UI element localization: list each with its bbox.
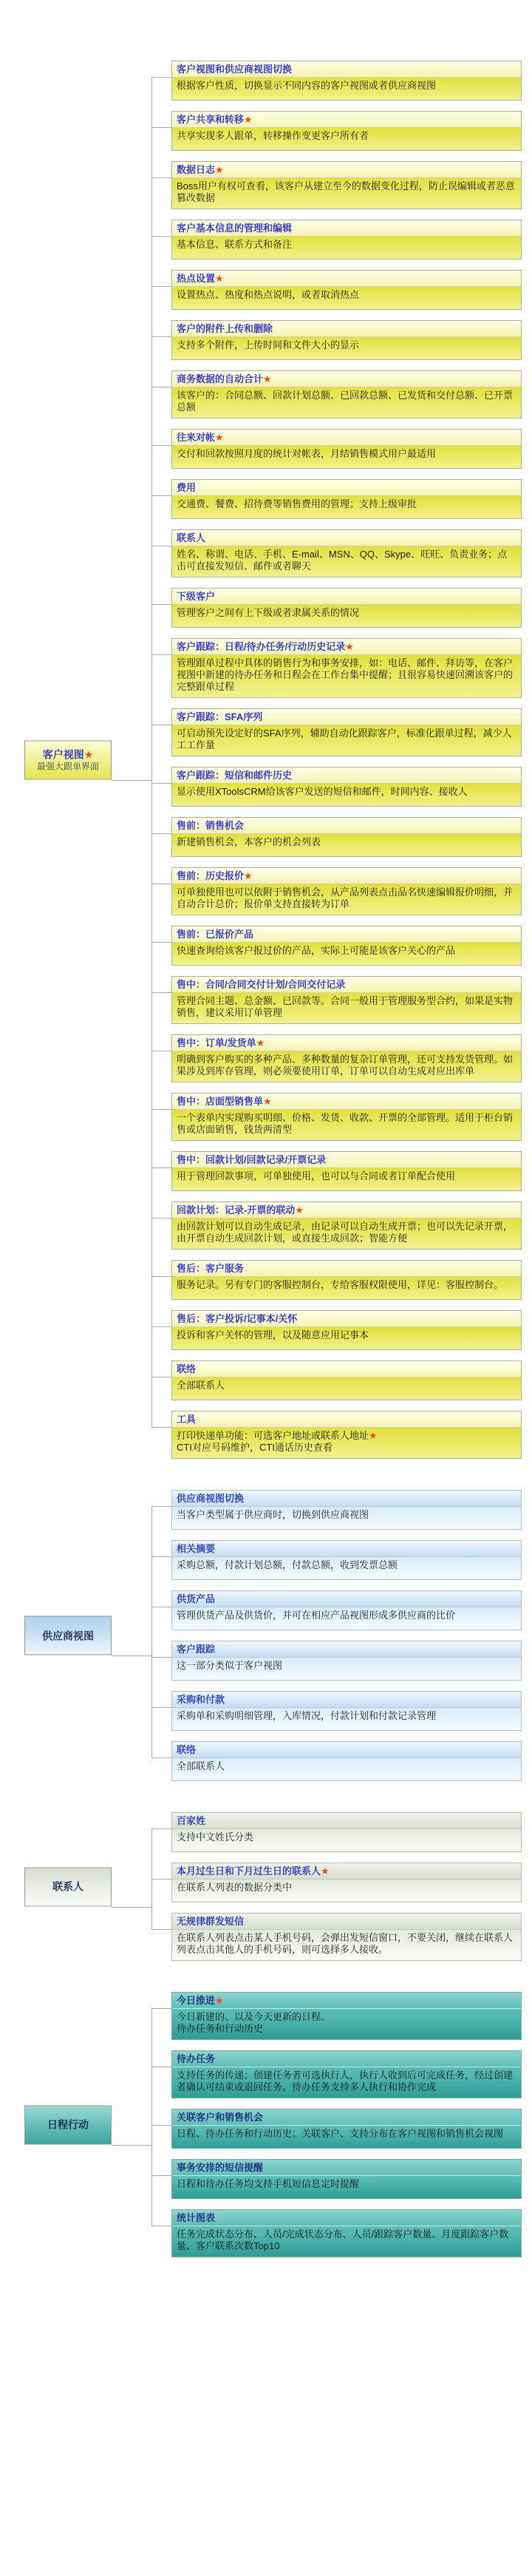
connector-stub	[151, 236, 171, 237]
feature-description	[172, 993, 521, 1023]
connector-stub	[151, 1556, 171, 1557]
star-icon: ★	[215, 432, 224, 443]
feature-box	[171, 429, 522, 469]
feature-description	[172, 2226, 521, 2257]
feature-description	[172, 1930, 521, 1960]
feature-description	[172, 1218, 521, 1249]
connector-stub	[151, 286, 171, 287]
connector-stub	[151, 1828, 171, 1829]
branch-title: 日程行动	[47, 2118, 89, 2131]
connector-stub	[151, 1427, 171, 1428]
feature-title: 客户跟踪：SFA序列	[172, 709, 521, 725]
connector-branch	[112, 1655, 151, 1656]
feature-description-line: 明确到客户购买的多种产品、多种数量的复杂订单管理，还可支持发货管理。如果涉及到库存管理，则必须要使用订单，订单可以自动生成对应出库单	[177, 1054, 514, 1077]
branch-subtitle: 最强大跟单界面	[36, 761, 99, 771]
feature-description-line: 快速查询给该客户报过价的产品，实际上可能是该客户关心的产品	[177, 945, 456, 956]
feature-description-line: 可单独使用也可以依附于销售机会，从产品列表点击品名快速编辑报价明细，并自动合计总价；报价单支持直接转为订单	[177, 887, 514, 909]
feature-box	[171, 1360, 522, 1400]
feature-description-line: 交付和回款按照月度的统计对帐表，月结销售模式用户最适用	[177, 448, 437, 459]
star-icon: ★	[369, 1430, 378, 1441]
section-supplier-view	[0, 1490, 532, 1781]
feature-title: 统计图表	[172, 2210, 521, 2226]
feature-description	[172, 605, 521, 627]
connector-stub	[151, 942, 171, 943]
feature-box	[171, 588, 522, 628]
star-icon: ★	[321, 1865, 330, 1877]
feature-description-line: 管理跟单过程中具体的销售行为和事务安排，如：电话、邮件、拜访等，在客户视图中新建的待办任务和日程会在工作台集中提醒；且很容易快速回溯该客户的完整跟单过程	[177, 657, 514, 692]
feature-box	[171, 1034, 522, 1082]
feature-description	[172, 128, 521, 150]
branch-node-customer-view	[24, 740, 112, 779]
star-icon: ★	[83, 748, 94, 760]
connector-stub	[151, 127, 171, 128]
connector-stub	[151, 445, 171, 446]
branch-node-contacts	[24, 1867, 112, 1906]
feature-description-line: 任务完成状态分布、人员/完成状态分布、人员/跟踪客户数量、月度跟踪客户数量、客户联系次数Top10	[177, 2228, 509, 2251]
feature-description-line: 交通费、餐费、招待费等销售费用的管理；支持上级审批	[177, 498, 417, 509]
feature-title: 热点设置★	[172, 271, 521, 287]
star-icon: ★	[263, 1096, 272, 1107]
feature-title: 售中：回款计划/回款记录/开票记录	[172, 1152, 521, 1168]
feature-box	[171, 1093, 522, 1141]
connector-stub	[151, 1167, 171, 1168]
feature-description	[172, 237, 521, 259]
star-icon: ★	[215, 1995, 224, 2006]
feature-description	[172, 387, 521, 418]
feature-description-line: 日程和待办任务均支持手机短信息定时提醒	[177, 2178, 360, 2189]
feature-title: 回款计划：记录-开票的联动★	[172, 1202, 521, 1218]
feature-description-line: 共享实现多人跟单，转移操作变更客户所有者	[177, 130, 369, 141]
feature-box	[171, 2159, 522, 2199]
feature-title: 客户跟踪	[172, 1641, 521, 1658]
feature-title: 数据日志★	[172, 162, 521, 178]
feature-description	[172, 1880, 521, 1902]
feature-box	[171, 370, 522, 418]
connector-trunk	[151, 1828, 152, 1929]
feature-title: 百家姓	[172, 1813, 521, 1829]
connector-branch	[112, 780, 151, 781]
feature-box	[171, 867, 522, 915]
feature-box	[171, 1411, 522, 1459]
feature-box	[171, 2050, 522, 2098]
feature-description-line: 由回款计划可以自动生成记录，由记录可以自动生成开票；也可以先记录开票，由开票自动生成回款计划，或直接生成回款；智能方便	[177, 1221, 514, 1244]
branch-title: 联系人	[52, 1880, 83, 1893]
feature-box	[171, 1913, 522, 1961]
feature-description	[172, 884, 521, 915]
feature-box	[171, 926, 522, 966]
feature-box	[171, 817, 522, 857]
branch-title: 供应商视图	[42, 1630, 94, 1641]
feature-title: 售后：客户服务	[172, 1261, 521, 1277]
feature-title: 客户跟踪：短信和邮件历史	[172, 767, 521, 784]
feature-description	[172, 78, 521, 100]
feature-box	[171, 61, 522, 101]
feature-description	[172, 1168, 521, 1190]
feature-description-line: 待办任务和行动历史	[177, 2023, 264, 2034]
connector-branch	[112, 2145, 151, 2146]
feature-title: 售前：历史报价★	[172, 868, 521, 884]
feature-list	[171, 61, 522, 1459]
feature-description	[172, 496, 521, 518]
feature-title: 售前：已报价产品	[172, 926, 521, 943]
feature-description-line: 支持中文姓氏分类	[177, 1831, 254, 1843]
feature-description-line: 当客户类型属于供应商时，切换到供应商视图	[177, 1509, 369, 1520]
feature-description	[172, 1758, 521, 1780]
connector-stub	[151, 2125, 171, 2126]
feature-description	[172, 1607, 521, 1630]
feature-title: 本月过生日和下月过生日的联系人★	[172, 1863, 521, 1880]
feature-title: 联系人	[172, 530, 521, 546]
feature-title: 售中：店面型销售单★	[172, 1094, 521, 1110]
feature-description	[172, 1377, 521, 1400]
feature-description-line: CTI对应号码维护，CTI通话历史查看	[177, 1442, 332, 1453]
branch-title: 客户视图★	[42, 748, 94, 760]
feature-box	[171, 1151, 522, 1191]
feature-description-line: 一个表单内实现购买明细、价格、发货、收款、开票的全部管理。适用于柜台销售或店面销售，钱货两清型	[177, 1112, 514, 1135]
feature-title: 事务安排的短信提醒	[172, 2160, 521, 2176]
connector-stub	[151, 1707, 171, 1708]
feature-description	[172, 546, 521, 577]
feature-title: 采购和付款	[172, 1692, 521, 1708]
feature-title: 关联客户和销售机会	[172, 2109, 521, 2126]
feature-title: 相关摘要	[172, 1541, 521, 1557]
connector-stub	[151, 77, 171, 78]
feature-box	[171, 1540, 522, 1580]
feature-description	[172, 1327, 521, 1349]
feature-box	[171, 320, 522, 360]
feature-box	[171, 161, 522, 209]
feature-title: 联络	[172, 1742, 521, 1758]
feature-list	[171, 1812, 522, 1961]
feature-description	[172, 655, 521, 697]
connector-stub	[151, 833, 171, 834]
feature-title: 售后：客户投诉/记事本/关怀	[172, 1311, 521, 1327]
feature-description-line: 全部联系人	[177, 1380, 225, 1391]
feature-list	[171, 1992, 522, 2257]
feature-box	[171, 767, 522, 807]
feature-title: 无规律群发短信	[172, 1914, 521, 1930]
feature-box	[171, 1812, 522, 1852]
feature-box	[171, 1260, 522, 1300]
feature-description	[172, 1051, 521, 1082]
feature-description-line: 在联系人列表点击某人手机号码，会弹出发短信窗口，不要关闭，继续在联系人列表点击其他人的手机号码，则可选择多人接收。	[177, 1932, 514, 1955]
feature-box	[171, 220, 522, 260]
feature-description-line: 服务记录。另有专门的客服控制台，专给客服权限使用，详见：客服控制台。	[177, 1279, 504, 1290]
feature-description-line: 日程、待办任务和行动历史；关联客户、支持分布在客户视图和销售机会视图	[177, 2128, 504, 2139]
feature-description	[172, 834, 521, 856]
feature-box	[171, 2109, 522, 2149]
feature-description-line: 该客户的：合同总额、回款计划总额、已回款总额、已发货和交付总额、已开票总额	[177, 390, 514, 413]
feature-description-line: 打印快递单功能：可选客户地址或联系人地址★	[177, 1430, 378, 1441]
feature-description-line: 管理供货产品及供货价，并可在相应产品视图形成多供应商的比价	[177, 1610, 456, 1621]
feature-title: 客户视图和供应商视图切换	[172, 61, 521, 78]
feature-box	[171, 976, 522, 1024]
feature-box	[171, 708, 522, 756]
feature-description-line: 支持任务的传递；创建任务者可选执行人，执行人收到后可完成任务，经过创建者确认可结束或退回任务。待办任务支持多人执行和协作完成	[177, 2070, 514, 2092]
feature-box	[171, 1490, 522, 1530]
feature-description	[172, 337, 521, 359]
feature-box	[171, 1741, 522, 1781]
star-icon: ★	[345, 641, 354, 652]
feature-description-line: 采购总额，付款计划总额，付款总额，收到发票总额	[177, 1559, 398, 1570]
feature-description-line: 新建销售机会，本客户的机会列表	[177, 836, 321, 847]
feature-title: 供应商视图切换	[172, 1491, 521, 1507]
feature-title: 售中：合同/合同交付计划/合同交付记录	[172, 977, 521, 993]
connector-stub	[151, 177, 171, 178]
feature-description-line: 显示使用XToolsCRM给该客户发送的短信和邮件，时间内容、接收人	[177, 786, 468, 797]
feature-description-line: 采购单和采购明细管理，入库情况，付款计划和付款记录管理	[177, 1710, 437, 1721]
connector-stub	[151, 604, 171, 605]
feature-title: 供货产品	[172, 1591, 521, 1607]
feature-title: 售中：订单/发货单★	[172, 1035, 521, 1051]
feature-description	[172, 2126, 521, 2148]
star-icon: ★	[256, 1037, 265, 1048]
feature-title: 客户跟踪：日程/待办任务/行动历史记录★	[172, 639, 521, 655]
feature-title: 工具	[172, 1411, 521, 1428]
feature-description-line: 支持多个附件，上传时间和文件大小的显示	[177, 339, 360, 350]
feature-title: 客户的附件上传和删除	[172, 321, 521, 337]
section-schedule-actions	[0, 1992, 532, 2257]
feature-description	[172, 1829, 521, 1851]
feature-description	[172, 725, 521, 756]
feature-description-line: 管理客户之间有上下级或者隶属关系的情况	[177, 607, 360, 618]
star-icon: ★	[244, 114, 253, 125]
connector-stub	[151, 1657, 171, 1658]
feature-description	[172, 446, 521, 468]
connector-stub	[151, 1506, 171, 1507]
feature-description	[172, 1658, 521, 1680]
connector-stub	[151, 2175, 171, 2176]
feature-box	[171, 638, 522, 698]
feature-box	[171, 1862, 522, 1902]
feature-description	[172, 2009, 521, 2039]
connector-stub	[151, 2008, 171, 2009]
star-icon: ★	[215, 273, 224, 284]
feature-description	[172, 784, 521, 806]
feature-description-line: 全部联系人	[177, 1760, 225, 1772]
connector-stub	[151, 1109, 171, 1110]
feature-box	[171, 111, 522, 151]
connector-stub	[151, 336, 171, 337]
star-icon: ★	[295, 1204, 304, 1216]
feature-box	[171, 479, 522, 519]
connector-branch	[112, 1907, 151, 1908]
feature-description-line: Boss用户有权可查看，该客户从建立至今的数据变化过程，防止误编辑或者恶意篡改数据	[177, 180, 515, 203]
feature-description	[172, 2176, 521, 2198]
feature-description	[172, 287, 521, 309]
feature-title: 客户基本信息的管理和编辑	[172, 220, 521, 237]
feature-box	[171, 1201, 522, 1250]
feature-description	[172, 2067, 521, 2098]
feature-box	[171, 529, 522, 577]
connector-stub	[151, 1879, 171, 1880]
connector-stub	[151, 1929, 171, 1930]
feature-description-line: 姓名、称谓、电话、手机、E-mail、MSN、QQ、Skype、旺旺、负责业务；点击可直接发短信、邮件或者聊天	[177, 549, 508, 572]
feature-description	[172, 1708, 521, 1730]
connector-stub	[151, 783, 171, 784]
connector-stub	[151, 654, 171, 655]
feature-description-line: 这一部分类似于客户视图	[177, 1660, 283, 1671]
feature-box	[171, 2209, 522, 2257]
connector-stub	[151, 992, 171, 993]
feature-description	[172, 1428, 521, 1458]
feature-description-line: 根据客户性质，切换显示不同内容的客户视图或者供应商视图	[177, 80, 437, 91]
feature-title: 售前：销售机会	[172, 818, 521, 834]
connector-trunk	[151, 77, 152, 1427]
feature-box	[171, 1590, 522, 1630]
feature-title: 待办任务	[172, 2051, 521, 2067]
section-customer-view	[0, 61, 532, 1459]
feature-box	[171, 1691, 522, 1731]
connector-trunk	[151, 1506, 152, 1758]
feature-box	[171, 1992, 522, 2040]
connector-trunk	[151, 2008, 152, 2226]
feature-title: 联络	[172, 1361, 521, 1377]
feature-description-line: 今日新建的、以及今天更新的日程、	[177, 2011, 331, 2022]
feature-description	[172, 1507, 521, 1529]
connector-stub	[151, 495, 171, 496]
branch-node-supplier-view	[24, 1616, 112, 1655]
feature-title: 客户共享和转移★	[172, 112, 521, 128]
feature-description-line: 用于管理回款事项，可单独使用，也可以与合同或者订单配合使用	[177, 1170, 456, 1182]
feature-description-line: 设置热点、热度和热点说明，或者取消热点	[177, 289, 360, 300]
feature-description-line: 管理合同主题、总金额、已回款等。合同一般用于管理服务型合约，如果是实物销售，建议采用订单管理	[177, 995, 514, 1018]
feature-title: 今日推进★	[172, 1993, 521, 2009]
feature-description-line: 基本信息、联系方式和备注	[177, 239, 293, 250]
feature-description-line: 在联系人列表的数据分类中	[177, 1882, 293, 1893]
feature-description	[172, 943, 521, 965]
feature-title: 商务数据的自动合计★	[172, 371, 521, 387]
feature-description	[172, 1557, 521, 1579]
feature-description	[172, 1110, 521, 1140]
feature-description-line: 可启动预先设定好的SFA序列，辅助自动化跟踪客户，标准化跟单过程，减少人工工作量	[177, 728, 512, 750]
branch-node-schedule-actions	[24, 2105, 112, 2144]
feature-box	[171, 270, 522, 310]
star-icon: ★	[244, 870, 253, 881]
feature-list	[171, 1490, 522, 1781]
feature-description-line: 投诉和客户关怀的管理，以及随意应用记事本	[177, 1329, 369, 1340]
feature-title: 往来对帐★	[172, 430, 521, 446]
feature-description	[172, 1277, 521, 1299]
star-icon: ★	[263, 373, 272, 384]
feature-title: 下级客户	[172, 589, 521, 605]
connector-stub	[151, 1326, 171, 1327]
connector-stub	[151, 1276, 171, 1277]
feature-description	[172, 178, 521, 209]
feature-box	[171, 1310, 522, 1350]
star-icon: ★	[215, 164, 224, 175]
feature-box	[171, 1641, 522, 1681]
section-contacts	[0, 1812, 532, 1961]
feature-title: 费用	[172, 480, 521, 496]
